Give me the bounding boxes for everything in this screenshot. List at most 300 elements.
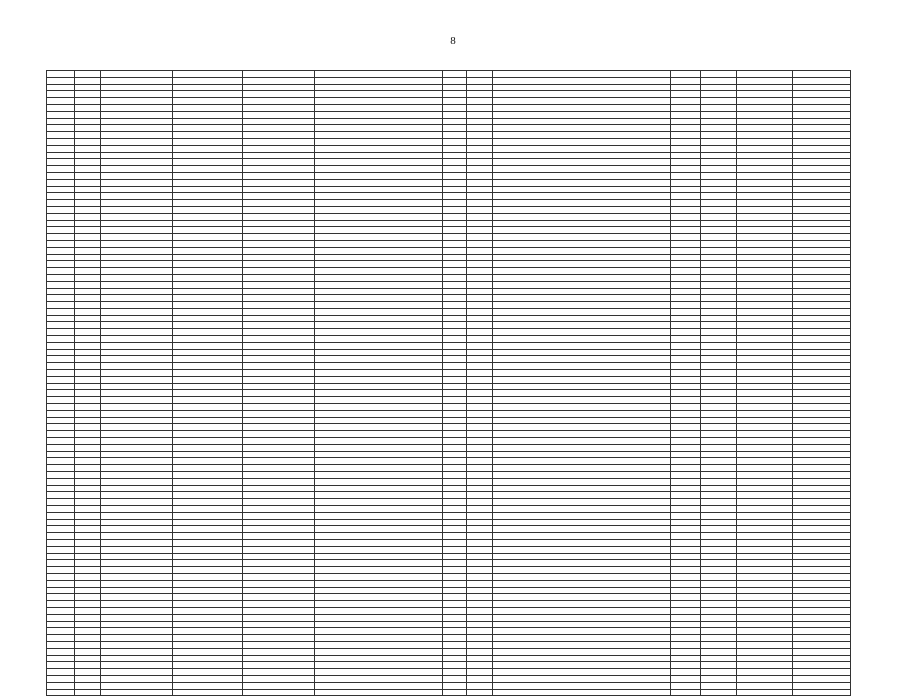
table-cell-plan-year	[671, 641, 701, 648]
table-cell-street	[315, 628, 443, 635]
table-cell-code	[75, 485, 101, 492]
table-cell-plan-year	[671, 594, 701, 601]
table-row	[47, 485, 851, 492]
table-cell-settlement	[243, 506, 315, 513]
table-row	[47, 329, 851, 336]
table-cell-work	[493, 526, 671, 533]
table-cell-from	[737, 390, 793, 397]
table-cell-from	[737, 91, 793, 98]
table-cell-year	[467, 71, 493, 78]
table-cell-to	[793, 383, 851, 390]
table-cell-work	[493, 567, 671, 574]
table-cell-to	[793, 213, 851, 220]
table-cell-city	[173, 546, 243, 553]
table-cell-district	[101, 138, 173, 145]
table-cell-house	[443, 240, 467, 247]
table-cell-city	[173, 288, 243, 295]
table-cell-city	[173, 458, 243, 465]
table-cell-plan-year	[671, 376, 701, 383]
table-cell-city	[173, 336, 243, 343]
table-cell-settlement	[243, 628, 315, 635]
table-cell-city	[173, 84, 243, 91]
table-cell-year	[467, 254, 493, 261]
table-cell-to	[793, 268, 851, 275]
table-cell-plan-year	[671, 77, 701, 84]
table-cell-district	[101, 281, 173, 288]
table-cell-from	[737, 553, 793, 560]
table-cell-id	[47, 553, 75, 560]
table-cell-street	[315, 159, 443, 166]
table-cell-city	[173, 417, 243, 424]
table-cell-code	[75, 444, 101, 451]
table-cell-work	[493, 104, 671, 111]
table-row	[47, 234, 851, 241]
table-cell-settlement	[243, 621, 315, 628]
table-cell-work	[493, 118, 671, 125]
table-cell-settlement	[243, 594, 315, 601]
table-cell-year	[467, 519, 493, 526]
table-cell-street	[315, 356, 443, 363]
table-cell-plan-year	[671, 662, 701, 669]
table-cell-city	[173, 621, 243, 628]
table-cell-street	[315, 152, 443, 159]
table-cell-to	[793, 118, 851, 125]
table-cell-settlement	[243, 390, 315, 397]
table-cell-id	[47, 628, 75, 635]
table-cell-house	[443, 376, 467, 383]
table-row	[47, 159, 851, 166]
table-cell-to	[793, 172, 851, 179]
table-cell-city	[173, 77, 243, 84]
table-cell-work	[493, 506, 671, 513]
table-cell-code	[75, 213, 101, 220]
table-cell-plan-year	[671, 472, 701, 479]
table-cell-street	[315, 329, 443, 336]
table-cell-work	[493, 77, 671, 84]
table-cell-val	[701, 363, 737, 370]
table-cell-district	[101, 288, 173, 295]
table-cell-house	[443, 111, 467, 118]
table-cell-id	[47, 145, 75, 152]
table-cell-code	[75, 662, 101, 669]
table-cell-code	[75, 546, 101, 553]
table-cell-city	[173, 152, 243, 159]
table-cell-id	[47, 370, 75, 377]
table-cell-id	[47, 104, 75, 111]
table-cell-to	[793, 512, 851, 519]
table-cell-work	[493, 560, 671, 567]
table-cell-id	[47, 213, 75, 220]
table-cell-from	[737, 152, 793, 159]
table-cell-house	[443, 492, 467, 499]
table-cell-district	[101, 478, 173, 485]
table-cell-city	[173, 274, 243, 281]
table-cell-settlement	[243, 145, 315, 152]
table-cell-code	[75, 145, 101, 152]
table-cell-to	[793, 689, 851, 696]
table-cell-to	[793, 363, 851, 370]
table-cell-year	[467, 240, 493, 247]
table-cell-from	[737, 648, 793, 655]
table-cell-code	[75, 220, 101, 227]
table-cell-year	[467, 404, 493, 411]
table-cell-id	[47, 152, 75, 159]
table-cell-plan-year	[671, 308, 701, 315]
table-cell-city	[173, 268, 243, 275]
table-cell-district	[101, 254, 173, 261]
table-cell-house	[443, 315, 467, 322]
table-cell-id	[47, 308, 75, 315]
table-cell-work	[493, 648, 671, 655]
table-cell-year	[467, 601, 493, 608]
table-cell-to	[793, 125, 851, 132]
table-row	[47, 628, 851, 635]
table-cell-from	[737, 594, 793, 601]
table-cell-id	[47, 519, 75, 526]
table-cell-district	[101, 404, 173, 411]
table-cell-to	[793, 336, 851, 343]
table-cell-year	[467, 533, 493, 540]
table-cell-district	[101, 417, 173, 424]
table-cell-id	[47, 390, 75, 397]
table-row	[47, 98, 851, 105]
table-cell-district	[101, 247, 173, 254]
table-cell-code	[75, 383, 101, 390]
table-row	[47, 648, 851, 655]
table-cell-district	[101, 111, 173, 118]
table-cell-city	[173, 519, 243, 526]
table-cell-house	[443, 648, 467, 655]
table-cell-from	[737, 404, 793, 411]
table-cell-from	[737, 302, 793, 309]
table-cell-to	[793, 376, 851, 383]
table-cell-val	[701, 533, 737, 540]
table-cell-year	[467, 655, 493, 662]
table-cell-year	[467, 376, 493, 383]
table-cell-from	[737, 98, 793, 105]
table-cell-district	[101, 268, 173, 275]
table-row	[47, 370, 851, 377]
table-cell-street	[315, 655, 443, 662]
table-cell-settlement	[243, 465, 315, 472]
table-cell-year	[467, 438, 493, 445]
table-cell-house	[443, 655, 467, 662]
table-row	[47, 417, 851, 424]
page-number: 8	[450, 35, 456, 47]
table-cell-from	[737, 689, 793, 696]
table-cell-to	[793, 662, 851, 669]
table-cell-to	[793, 234, 851, 241]
table-cell-house	[443, 336, 467, 343]
table-cell-from	[737, 363, 793, 370]
table-cell-district	[101, 302, 173, 309]
table-row	[47, 111, 851, 118]
table-row	[47, 91, 851, 98]
table-cell-val	[701, 71, 737, 78]
table-cell-to	[793, 84, 851, 91]
table-cell-plan-year	[671, 539, 701, 546]
table-cell-street	[315, 614, 443, 621]
table-cell-from	[737, 567, 793, 574]
table-cell-year	[467, 560, 493, 567]
table-cell-code	[75, 648, 101, 655]
table-cell-house	[443, 145, 467, 152]
table-cell-code	[75, 261, 101, 268]
table-cell-district	[101, 444, 173, 451]
table-cell-work	[493, 641, 671, 648]
table-cell-settlement	[243, 227, 315, 234]
table-cell-code	[75, 689, 101, 696]
table-cell-val	[701, 614, 737, 621]
table-cell-house	[443, 261, 467, 268]
table-cell-work	[493, 662, 671, 669]
table-cell-from	[737, 186, 793, 193]
table-cell-val	[701, 213, 737, 220]
table-cell-city	[173, 506, 243, 513]
table-cell-street	[315, 601, 443, 608]
table-cell-id	[47, 186, 75, 193]
table-cell-settlement	[243, 220, 315, 227]
table-cell-code	[75, 247, 101, 254]
table-cell-to	[793, 77, 851, 84]
table-cell-settlement	[243, 519, 315, 526]
table-cell-id	[47, 689, 75, 696]
table-cell-id	[47, 533, 75, 540]
table-cell-city	[173, 342, 243, 349]
table-cell-work	[493, 179, 671, 186]
table-cell-plan-year	[671, 213, 701, 220]
table-cell-settlement	[243, 322, 315, 329]
table-cell-district	[101, 220, 173, 227]
table-cell-settlement	[243, 125, 315, 132]
table-cell-from	[737, 308, 793, 315]
table-cell-to	[793, 580, 851, 587]
table-row	[47, 193, 851, 200]
table-cell-plan-year	[671, 268, 701, 275]
table-cell-id	[47, 594, 75, 601]
table-cell-plan-year	[671, 356, 701, 363]
table-cell-code	[75, 295, 101, 302]
table-cell-work	[493, 186, 671, 193]
table-cell-code	[75, 200, 101, 207]
table-cell-code	[75, 526, 101, 533]
table-cell-settlement	[243, 336, 315, 343]
table-cell-work	[493, 417, 671, 424]
table-cell-to	[793, 390, 851, 397]
table-cell-id	[47, 261, 75, 268]
table-cell-district	[101, 84, 173, 91]
table-cell-code	[75, 206, 101, 213]
table-cell-id	[47, 485, 75, 492]
table-cell-code	[75, 342, 101, 349]
table-cell-district	[101, 322, 173, 329]
table-cell-work	[493, 302, 671, 309]
table-cell-house	[443, 404, 467, 411]
table-cell-work	[493, 478, 671, 485]
table-cell-year	[467, 472, 493, 479]
table-cell-val	[701, 465, 737, 472]
table-cell-year	[467, 281, 493, 288]
table-cell-to	[793, 424, 851, 431]
table-cell-year	[467, 363, 493, 370]
table-cell-id	[47, 315, 75, 322]
table-cell-house	[443, 451, 467, 458]
table-cell-to	[793, 220, 851, 227]
table-cell-district	[101, 682, 173, 689]
table-cell-code	[75, 240, 101, 247]
table-cell-district	[101, 186, 173, 193]
table-cell-street	[315, 193, 443, 200]
table-cell-from	[737, 77, 793, 84]
table-cell-district	[101, 349, 173, 356]
table-cell-id	[47, 281, 75, 288]
table-cell-year	[467, 152, 493, 159]
table-cell-year	[467, 485, 493, 492]
table-cell-id	[47, 302, 75, 309]
table-cell-id	[47, 295, 75, 302]
table-cell-val	[701, 145, 737, 152]
table-cell-to	[793, 587, 851, 594]
table-row	[47, 186, 851, 193]
table-cell-city	[173, 533, 243, 540]
table-cell-settlement	[243, 308, 315, 315]
table-cell-plan-year	[671, 342, 701, 349]
table-cell-year	[467, 546, 493, 553]
table-cell-settlement	[243, 288, 315, 295]
table-cell-plan-year	[671, 648, 701, 655]
table-cell-house	[443, 118, 467, 125]
table-cell-street	[315, 410, 443, 417]
table-cell-work	[493, 206, 671, 213]
table-cell-settlement	[243, 370, 315, 377]
table-cell-val	[701, 172, 737, 179]
table-cell-work	[493, 71, 671, 78]
table-cell-year	[467, 417, 493, 424]
table-cell-to	[793, 370, 851, 377]
table-cell-val	[701, 336, 737, 343]
table-cell-id	[47, 587, 75, 594]
table-cell-street	[315, 227, 443, 234]
table-cell-work	[493, 349, 671, 356]
table-row	[47, 675, 851, 682]
table-row	[47, 451, 851, 458]
table-cell-to	[793, 438, 851, 445]
table-cell-val	[701, 104, 737, 111]
table-cell-to	[793, 315, 851, 322]
table-row	[47, 132, 851, 139]
table-cell-year	[467, 84, 493, 91]
table-cell-val	[701, 322, 737, 329]
table-cell-city	[173, 370, 243, 377]
table-cell-settlement	[243, 206, 315, 213]
table-cell-val	[701, 472, 737, 479]
table-cell-code	[75, 84, 101, 91]
table-row	[47, 410, 851, 417]
table-cell-plan-year	[671, 370, 701, 377]
table-cell-plan-year	[671, 98, 701, 105]
table-cell-to	[793, 492, 851, 499]
table-cell-street	[315, 84, 443, 91]
table-cell-street	[315, 465, 443, 472]
table-cell-work	[493, 512, 671, 519]
table-cell-house	[443, 506, 467, 513]
table-cell-from	[737, 492, 793, 499]
table-cell-work	[493, 145, 671, 152]
table-cell-district	[101, 546, 173, 553]
table-cell-year	[467, 383, 493, 390]
table-cell-year	[467, 682, 493, 689]
table-cell-code	[75, 390, 101, 397]
table-row	[47, 655, 851, 662]
table-cell-house	[443, 227, 467, 234]
table-cell-district	[101, 526, 173, 533]
table-cell-plan-year	[671, 363, 701, 370]
table-cell-code	[75, 573, 101, 580]
table-cell-work	[493, 227, 671, 234]
table-cell-plan-year	[671, 621, 701, 628]
table-cell-plan-year	[671, 200, 701, 207]
table-cell-settlement	[243, 607, 315, 614]
table-cell-settlement	[243, 546, 315, 553]
table-cell-city	[173, 689, 243, 696]
table-cell-from	[737, 172, 793, 179]
table-cell-settlement	[243, 71, 315, 78]
table-cell-settlement	[243, 587, 315, 594]
table-cell-year	[467, 91, 493, 98]
table-cell-from	[737, 84, 793, 91]
table-cell-settlement	[243, 397, 315, 404]
table-cell-district	[101, 662, 173, 669]
table-cell-district	[101, 567, 173, 574]
table-cell-year	[467, 567, 493, 574]
table-cell-code	[75, 159, 101, 166]
table-row	[47, 138, 851, 145]
table-cell-val	[701, 288, 737, 295]
table-cell-code	[75, 111, 101, 118]
table-cell-val	[701, 342, 737, 349]
table-cell-work	[493, 682, 671, 689]
table-cell-city	[173, 234, 243, 241]
table-cell-street	[315, 499, 443, 506]
table-cell-id	[47, 424, 75, 431]
table-cell-to	[793, 322, 851, 329]
table-cell-plan-year	[671, 206, 701, 213]
table-cell-code	[75, 594, 101, 601]
table-cell-house	[443, 125, 467, 132]
table-cell-to	[793, 417, 851, 424]
table-cell-district	[101, 519, 173, 526]
table-cell-work	[493, 553, 671, 560]
table-cell-settlement	[243, 295, 315, 302]
table-cell-year	[467, 553, 493, 560]
table-cell-street	[315, 424, 443, 431]
table-cell-plan-year	[671, 424, 701, 431]
table-cell-settlement	[243, 104, 315, 111]
table-cell-district	[101, 499, 173, 506]
table-cell-year	[467, 288, 493, 295]
table-cell-work	[493, 458, 671, 465]
table-cell-city	[173, 302, 243, 309]
table-cell-id	[47, 125, 75, 132]
table-cell-val	[701, 179, 737, 186]
table-cell-house	[443, 662, 467, 669]
table-row	[47, 84, 851, 91]
table-cell-city	[173, 655, 243, 662]
table-cell-settlement	[243, 77, 315, 84]
table-cell-from	[737, 526, 793, 533]
table-cell-house	[443, 77, 467, 84]
table-cell-city	[173, 193, 243, 200]
